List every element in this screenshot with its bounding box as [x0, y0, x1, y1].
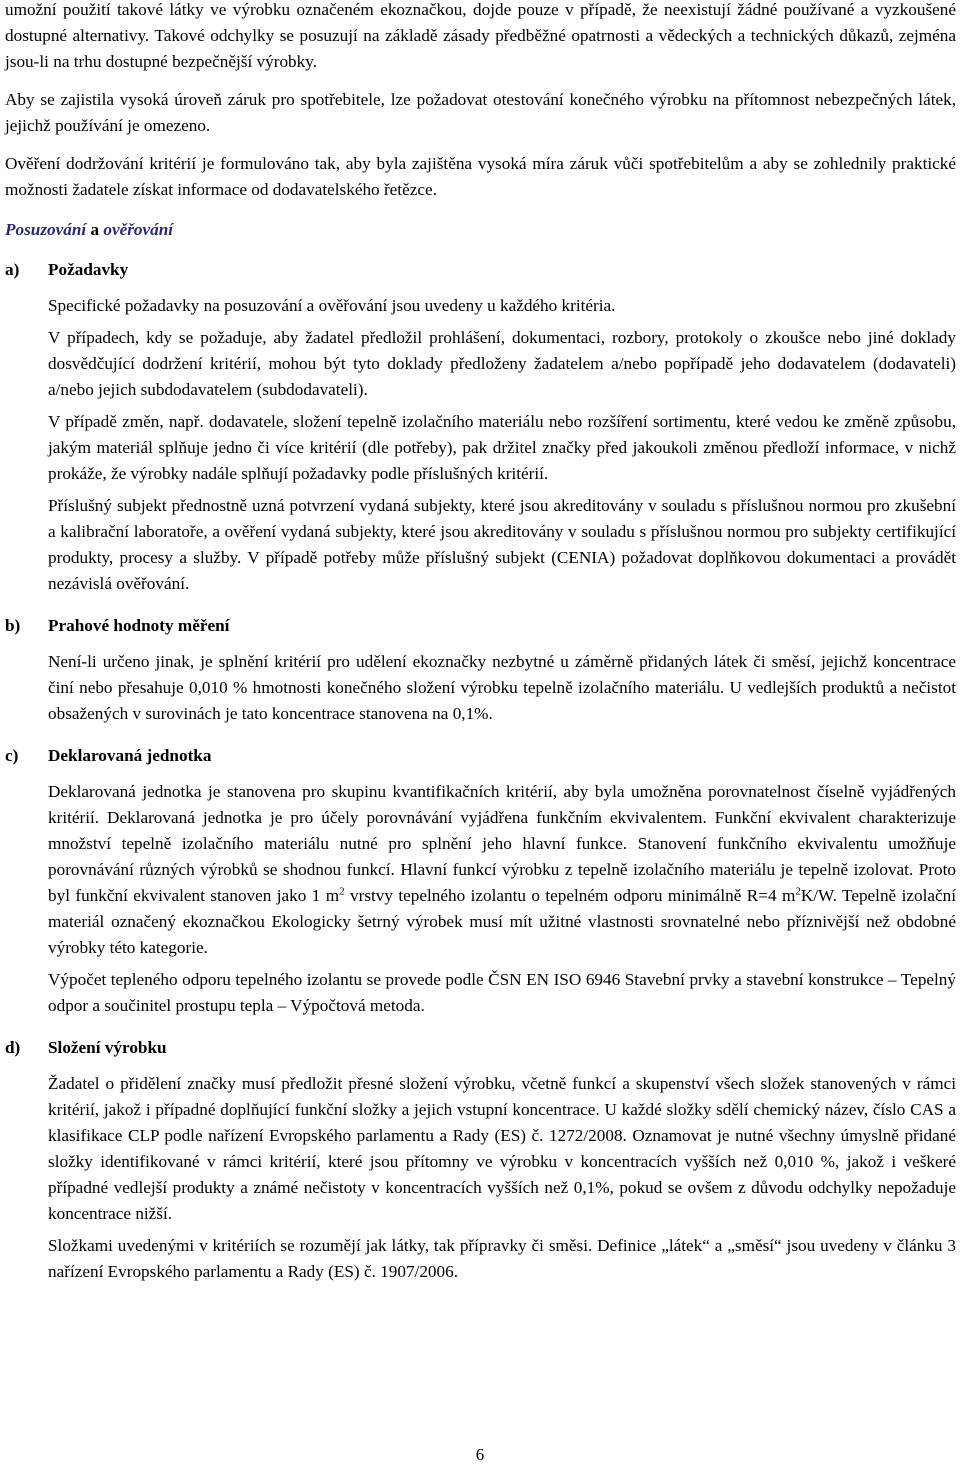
- section-d-letter: d): [5, 1038, 21, 1057]
- document-page: [5, 0, 956, 1291]
- section-c-paragraph-1: [48, 779, 956, 961]
- section-b-title: Prahové hodnoty měření: [48, 616, 230, 635]
- section-a-paragraph-4: Příslušný subjekt přednostně uzná potvrzení vydaná subjekty, které jsou akreditovány v souladu s příslušnou normou pro zkušební a kalibrační laboratoře, a ověření vydaná subjekty, které jsou akreditovány v souladu s příslušnou normou pro subjekty certifikující produkty, procesy a služby. V případě potřeby může příslušný subjekt (CENIA) požadovat doplňkovou dokumentaci a provádět nezávislá ověřování.: [48, 496, 956, 593]
- heading-part-3: ověřování: [103, 220, 174, 239]
- section-heading: [5, 217, 956, 243]
- section-a: [5, 257, 956, 597]
- intro-paragraph-2: Aby se zajistila vysoká úroveň záruk pro spotřebitele, lze požadovat otestování konečného výrobku na přítomnost nebezpečných látek, jejichž používání je omezeno.: [5, 90, 956, 135]
- section-d: [5, 1035, 956, 1285]
- section-c-title: Deklarovaná jednotka: [48, 746, 212, 765]
- intro-paragraph-3: Ověření dodržování kritérií je formulováno tak, aby byla zajištěna vysoká míra záruk vůči spotřebitelům a aby se zohlednily praktické možnosti žadatele získat informace od dodavatelského řetězce.: [5, 154, 956, 199]
- section-c-text-c: K/W. Tepelně izolační materiál označený ekoznačkou Ekologicky šetrný výrobek musí mít užitné vlastnosti srovnatelné nebo příznivější než obdobné výrobky této kategorie.: [48, 886, 956, 957]
- intro-paragraph-1: umožní použití takové látky ve výrobku označeném ekoznačkou, dojde pouze v případě, že neexistují žádné používané a vyzkoušené dostupné alternativy. Takové odchylky se posuzují na základě zásady předběžné opatrnosti a vědeckých a technických důkazů, zejména jsou-li na trhu dostupné bezpečnější výrobky.: [5, 0, 956, 71]
- section-c-letter: c): [5, 746, 19, 765]
- section-a-letter: a): [5, 260, 20, 279]
- superscript-2: 2: [795, 885, 801, 898]
- section-c-text-a: Deklarovaná jednotka je stanovena pro skupinu kvantifikačních kritérií, aby byla umožněna porovnatelnost číselně vyjádřených kritérií. Deklarovaná jednotka je pro účely porovnávání vyjádřena funkčním ekvivalentem. Funkční ekvivalent charakterizuje množství tepelně izolačního materiálu nutné pro splnění jeho hlavní funkce. Stanovení funkčního ekvivalentu umožňuje porovnávání různých výrobků se shodnou funkcí. Hlavní funkcí výrobku z tepelně izolačního materiálu je tepelně izolovat. Proto byl funkční ekvivalent stanoven jako 1 m: [48, 782, 956, 905]
- section-d-paragraph-2: Složkami uvedenými v kritériích se rozumějí jak látky, tak přípravky či směsi. Definice „látek“ a „směsí“ jsou uvedeny v článku 3 nařízení Evropského parlamentu a Rady (ES) č. 1907/2006.: [48, 1236, 956, 1281]
- section-b-letter: b): [5, 616, 21, 635]
- section-b: [5, 613, 956, 727]
- section-a-paragraph-3: V případě změn, např. dodavatele, složení tepelně izolačního materiálu nebo rozšíření sortimentu, které vedou ke změně způsobu, jakým materiál splňuje jedno či více kritérií (dle potřeby), pak držitel značky před jakoukoli změnou předloží informace, v nichž prokáže, že výrobky nadále splňují požadavky podle příslušných kritérií.: [48, 412, 956, 483]
- section-b-paragraph-1: Není-li určeno jinak, je splnění kritérií pro udělení ekoznačky nezbytné u záměrně přidaných látek či směsí, jejichž koncentrace činí nebo přesahuje 0,010 % hmotnosti konečného složení výrobku tepelně izolačního materiálu. U vedlejších produktů a nečistot obsažených v surovinách je tato koncentrace stanovena na 0,1%.: [48, 652, 956, 723]
- page-number: 6: [475, 1445, 485, 1464]
- section-d-paragraph-1: Žadatel o přidělení značky musí předložit přesné složení výrobku, včetně funkcí a skupenství všech složek stanovených v rámci kritérií, jakož i případné doplňující funkční složky a jejich vstupní koncentrace. U každé složky sdělí chemický název, číslo CAS a klasifikace CLP podle nařízení Evropského parlamentu a Rady (ES) č. 1272/2008. Oznamovat je nutné všechny úmyslně přidané složky identifikované v rámci kritérií, které jsou přítomny ve výrobku v koncentracích vyšších než 0,010 %, jakož i veškeré případné vedlejší produkty a známé nečistoty v koncentracích vyšších než 0,1%, pokud se ovšem z důvodu odchylky nepožaduje koncentrace nižší.: [48, 1074, 956, 1223]
- section-c-paragraph-2: Výpočet tepleného odporu tepelného izolantu se provede podle ČSN EN ISO 6946 Stavební prvky a stavební konstrukce – Tepelný odpor a součinitel prostupu tepla – Výpočtová metoda.: [48, 970, 956, 1015]
- section-d-title: Složení výrobku: [48, 1038, 167, 1057]
- superscript-2: 2: [339, 885, 345, 898]
- heading-part-1: Posuzování: [5, 220, 87, 239]
- heading-part-2: a: [86, 220, 104, 239]
- section-c: [5, 743, 956, 1019]
- section-c-text-b: vrstvy tepelného izolantu o tepelném odporu minimálně R=4 m: [344, 886, 796, 905]
- section-a-paragraph-2: V případech, kdy se požaduje, aby žadatel předložil prohlášení, dokumentaci, rozbory, protokoly o zkoušce nebo jiné doklady dosvědčující dodržení kritérií, mohou být tyto doklady předloženy žadatelem a/nebo popřípadě jeho dodavatelem (dodavateli) a/nebo jejich subdodavatelem (subdodavateli).: [48, 328, 956, 399]
- section-a-paragraph-1: Specifické požadavky na posuzování a ověřování jsou uvedeny u každého kritéria.: [48, 296, 616, 315]
- section-a-title: Požadavky: [48, 260, 129, 279]
